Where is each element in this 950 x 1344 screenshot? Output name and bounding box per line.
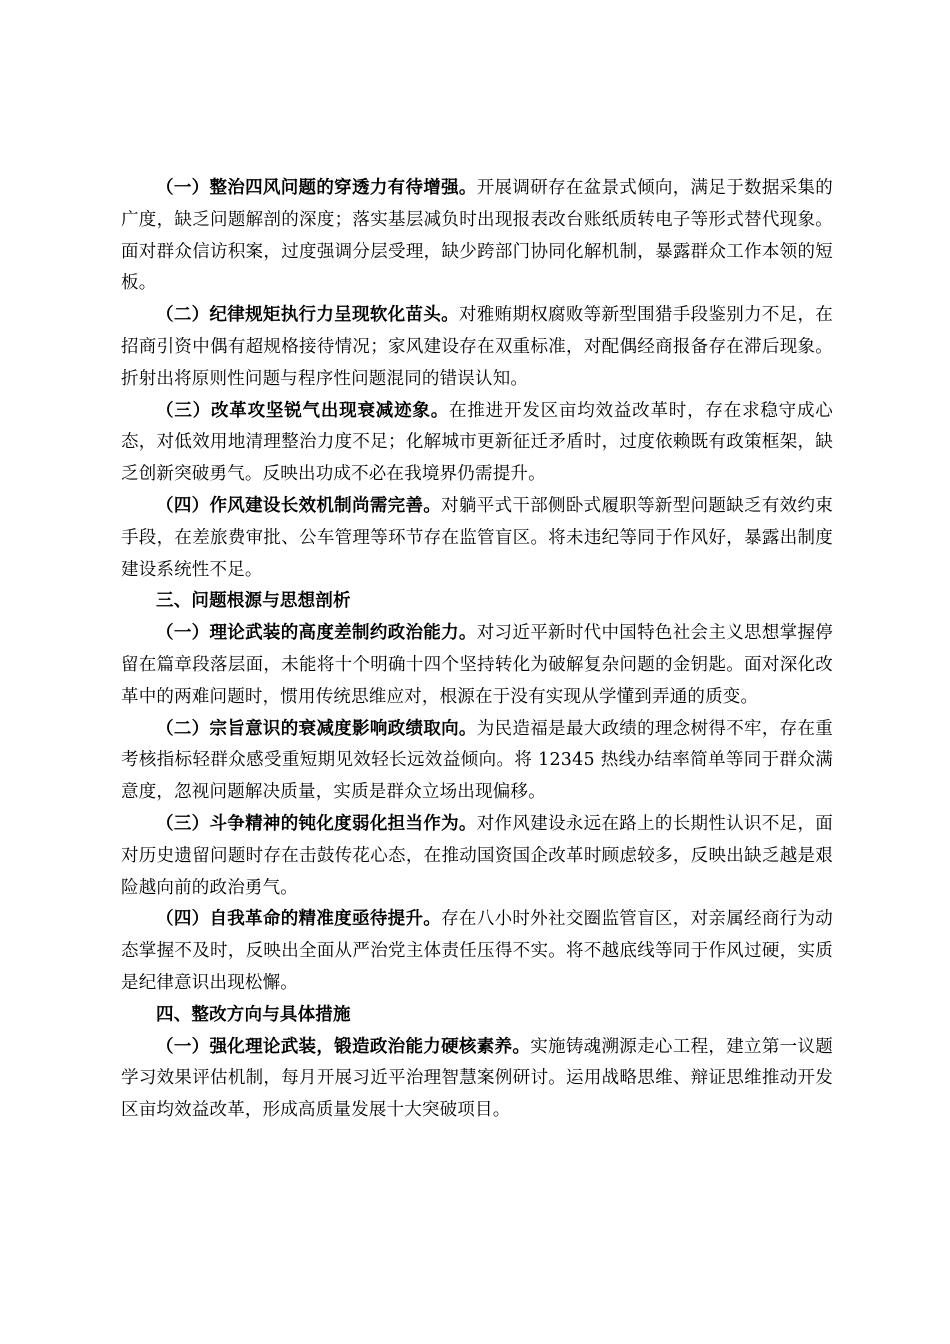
paragraph-lead: （三）斗争精神的钝化度弱化担当作为。 bbox=[156, 813, 477, 834]
paragraph-body: 开展调研存在盆景式倾向，满足于数据采集的广度，缺乏问题解剖的深度；落实基层减负时出现报表改台账纸质转电子等形式替代现象。面对群众信访积案，过度强调分层受理，缺少跨部门协同化解机制，暴露群众工作本领的短板。 bbox=[121, 178, 833, 294]
paragraph-lead: （四）作风建设长效机制尚需完善。 bbox=[156, 495, 442, 516]
paragraph-body: 对雅贿期权腐败等新型围猎手段鉴别力不足，在招商引资中偶有超规格接待情况；家风建设存在双重标准，对配偶经商报备存在滞后现象。折射出将原则性问题与程序性问题混同的错误认知。 bbox=[121, 305, 833, 389]
paragraph-section3-1 bbox=[121, 618, 833, 713]
paragraph-lead: （四）自我革命的精准度亟待提升。 bbox=[156, 909, 442, 930]
paragraph-top-2 bbox=[121, 300, 833, 395]
paragraph-section3-2 bbox=[121, 714, 833, 809]
paragraph-body: 对习近平新时代中国特色社会主义思想掌握停留在篇章段落层面，未能将十个明确十四个坚持转化为破解复杂问题的金钥匙。面对深化改革中的两难问题时，惯用传统思维应对，根源在于没有实现从学懂到弄通的质变。 bbox=[121, 623, 833, 707]
paragraph-body: 为民造福是最大政绩的理念树得不牢，存在重考核指标轻群众感受重短期见效轻长远效益倾向。将 12345 热线办结率简单等同于群众满意度，忽视问题解决质量，实质是群众立场出现偏移。 bbox=[121, 718, 833, 803]
paragraph-top-4 bbox=[121, 491, 833, 586]
section-heading-4: 四、整改方向与具体措施 bbox=[156, 1004, 351, 1025]
paragraph-lead: （一）理论武装的高度差制约政治能力。 bbox=[156, 623, 477, 644]
paragraph-section3-3 bbox=[121, 809, 833, 904]
paragraph-body: 实施铸魂溯源走心工程，建立第一议题学习效果评估机制，每月开展习近平治理智慧案例研讨。运用战略思维、辩证思维推动开发区亩均效益改革，形成高质量发展十大突破项目。 bbox=[121, 1036, 834, 1121]
paragraph-body: 在推进开发区亩均效益改革时，存在求稳守成心态，对低效用地清理整治力度不足；化解城市更新征迁矛盾时，过度依赖既有政策框架，缺乏创新突破勇气。反映出功成不必在我境界仍需提升。 bbox=[121, 400, 834, 485]
paragraph-top-3 bbox=[121, 396, 833, 491]
paragraph-section3-4 bbox=[121, 904, 833, 999]
section-heading-3: 三、问题根源与思想剖析 bbox=[156, 591, 351, 612]
document-body bbox=[121, 173, 833, 1127]
paragraph-section4-1 bbox=[121, 1032, 833, 1127]
paragraph-lead: （一）整治四风问题的穿透力有待增强。 bbox=[156, 178, 477, 198]
paragraph-top-1 bbox=[121, 173, 833, 300]
paragraph-body: 对躺平式干部侧卧式履职等新型问题缺乏有效约束手段，在差旅费审批、公车管理等环节存在监管盲区。将未违纪等同于作风好，暴露出制度建设系统性不足。 bbox=[121, 495, 833, 580]
paragraph-lead: （二）纪律规矩执行力呈现软化苗头。 bbox=[156, 305, 459, 326]
paragraph-body: 存在八小时外社交圈监管盲区，对亲属经商行为动态掌握不及时，反映出全面从严治党主体责任压得不实。将不越底线等同于作风过硬，实质是纪律意识出现松懈。 bbox=[121, 909, 833, 993]
paragraph-lead: （一）强化理论武装，锻造政治能力硬核素养。 bbox=[156, 1036, 531, 1057]
paragraph-lead: （二）宗旨意识的衰减度影响政绩取向。 bbox=[156, 718, 477, 739]
paragraph-lead: （三）改革攻坚锐气出现衰减迹象。 bbox=[156, 400, 450, 421]
paragraph-body: 对作风建设永远在路上的长期性认识不足，面对历史遗留问题时存在击鼓传花心态，在推动国资国企改革时顾虑较多，反映出缺乏越是艰险越向前的政治勇气。 bbox=[121, 813, 833, 898]
